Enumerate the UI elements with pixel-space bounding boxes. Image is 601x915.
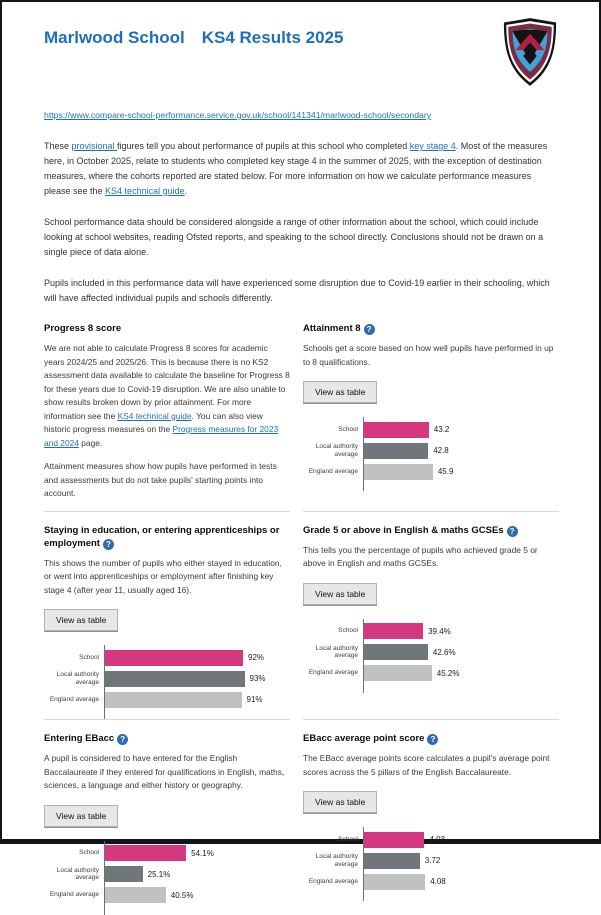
chart-bar <box>364 422 429 438</box>
chart-bar <box>364 443 428 459</box>
chart-category-label: School <box>338 835 358 843</box>
measure-sections <box>44 322 559 915</box>
ks4-technical-guide-link[interactable]: KS4 technical guide <box>105 186 185 196</box>
entering-ebacc-chart <box>44 841 290 915</box>
chart-bar <box>105 845 186 861</box>
intro-text-segment: These <box>44 141 72 151</box>
chart-value-label: 45.9 <box>437 467 454 476</box>
intro-paragraph-1 <box>44 139 559 199</box>
intro-text-segment: figures tell you about performance of pupils at this school who completed <box>117 141 410 151</box>
chart-category-label: School <box>79 849 99 857</box>
section-progress-8 <box>44 322 290 511</box>
progress-measures-2023-2024-link[interactable]: Progress measures for 2023 and 2024 <box>44 424 279 448</box>
chart-bar <box>364 464 433 480</box>
chart-value-label: 25.1% <box>147 869 171 879</box>
section-body: This tells you the percentage of pupils who achieved grade 5 or above in English and maths GCSEs. <box>303 544 538 568</box>
body-text-segment: We are not able to calculate Progress 8 scores for academic years 2024/25 and 2025/26. This is because there is no KS2 assessment data available to calculate the baseline for Progress 8 for these years due to Covid-19 disruption. We are also unable to show results broken down by prior attainment. For more information see the <box>44 343 290 421</box>
school-crest-logo <box>501 16 559 88</box>
source-link[interactable]: https://www.compare-school-performance.service.gov.uk/school/141341/marlwood-school/secondary <box>44 110 432 120</box>
section-ebacc-average-point-score <box>303 719 559 915</box>
key-stage-4-link[interactable]: key stage 4 <box>409 141 456 151</box>
section-body: A pupil is considered to have entered for the English Baccalaureate if they entered for qualifications in English, maths, sciences, a language and either history or geography. <box>44 753 285 790</box>
intro-paragraph-3: Pupils included in this performance data will have experienced some disruption due to Covid-19 earlier in their schooling, which will have affected individual pupils and schools differently. <box>44 278 550 303</box>
chart-category-label: School <box>338 425 358 433</box>
help-icon[interactable]: ? <box>364 324 375 335</box>
chart-bar <box>364 832 424 848</box>
body-text-segment: page. <box>78 437 103 448</box>
chart-value-label: 42.6% <box>432 647 456 657</box>
help-icon[interactable]: ? <box>507 526 518 537</box>
chart-value-label: 43.2 <box>433 425 450 434</box>
section-heading: Attainment 8 ? <box>303 322 559 335</box>
chart-bar <box>105 650 243 666</box>
intro-text-segment: . Most of the measures here, in October 2025, relate to students who completed key stage 4 in the summer of 2025, with the exception of destination measures, where the cohorts reported are stated below. For more information on how we calculate performance measures please see the <box>44 141 548 196</box>
section-entering-ebacc <box>44 719 290 915</box>
provisional-link[interactable]: provisional <box>71 141 118 151</box>
chart-value-label: 45.2% <box>436 668 460 678</box>
chart-value-label: 4.08 <box>430 877 446 886</box>
intro-text-segment: . <box>184 186 188 196</box>
chart-value-label: 54.1% <box>191 848 214 858</box>
chart-category-label: England average <box>49 891 99 899</box>
chart-bar <box>364 644 428 660</box>
section-grade-5-english-maths <box>303 511 559 720</box>
intro-paragraph-2: School performance data should be considered alongside a range of other information about the school, which could include looking at school websites, reading Ofsted reports, and speaking to the school directly. Conclusions should not be drawn on a single piece of data alone. <box>44 217 544 257</box>
chart-category-label: Local authority average <box>315 853 358 868</box>
chart-value-label: 91% <box>246 695 263 704</box>
intro-text <box>44 139 559 306</box>
chart-category-label: England average <box>308 669 358 677</box>
chart-bar <box>105 671 245 687</box>
view-as-table-button[interactable]: View as table <box>303 381 377 403</box>
chart-bar <box>105 692 242 708</box>
body-text-segment: . You can also view historic progress measures on the <box>44 410 263 434</box>
chart-value-label: 92% <box>248 653 265 662</box>
page-title <box>44 28 343 48</box>
chart-category-label: England average <box>49 695 99 703</box>
view-as-table-button[interactable]: View as table <box>44 805 118 827</box>
chart-bar <box>364 665 432 681</box>
section-heading: Grade 5 or above in English & maths GCSEs ? <box>303 524 559 537</box>
page-header <box>44 14 559 88</box>
chart-bar <box>364 874 425 890</box>
grade-5-chart <box>303 619 559 693</box>
attainment-8-chart <box>303 417 559 491</box>
section-body: The EBacc average points score calculates a pupil's average point scores across the 5 pillars of the English Baccalaureate. <box>303 753 550 777</box>
section-heading: Progress 8 score <box>44 323 122 334</box>
section-heading: Entering EBacc ? <box>44 732 290 745</box>
staying-in-education-chart <box>44 645 290 719</box>
chart-value-label: 42.8 <box>433 446 449 455</box>
section-body: Schools get a score based on how well pupils have performed in up to 8 qualifications. <box>303 343 554 367</box>
section-body-2: Attainment measures show how pupils have performed in tests and assessments but do not take pupils' starting points into account. <box>44 461 277 498</box>
help-icon[interactable]: ? <box>117 734 128 745</box>
section-heading: EBacc average point score ? <box>303 732 559 745</box>
ks4-technical-guide-link[interactable]: KS4 technical guide <box>117 410 192 421</box>
section-attainment-8 <box>303 322 559 511</box>
view-as-table-button[interactable]: View as table <box>303 791 377 813</box>
ebacc-aps-chart <box>303 827 559 901</box>
chart-bar <box>364 853 420 869</box>
chart-category-label: England average <box>308 877 358 885</box>
chart-category-label: Local authority average <box>315 443 358 458</box>
view-as-table-button[interactable]: View as table <box>44 609 118 631</box>
chart-bar <box>105 866 143 882</box>
chart-value-label: 93% <box>249 674 266 683</box>
section-body: This shows the number of pupils who either stayed in education, or went into apprenticeships or employment after finishing key stage 4 (after year 11, usually aged 16). <box>44 557 282 595</box>
chart-category-label: England average <box>308 467 358 475</box>
chart-value-label: 3.72 <box>424 856 441 865</box>
chart-category-label: Local authority average <box>56 671 99 686</box>
section-body <box>44 342 290 450</box>
section-staying-in-education <box>44 511 290 720</box>
help-icon[interactable]: ? <box>103 539 114 550</box>
chart-value-label: 4.03 <box>429 835 446 844</box>
school-name: Marlwood School <box>44 28 185 47</box>
section-heading: Staying in education, or entering apprenticeships or employment ? <box>44 524 280 549</box>
chart-value-label: 40.5% <box>170 890 194 900</box>
chart-value-label: 39.4% <box>428 626 451 636</box>
chart-category-label: School <box>338 627 358 635</box>
chart-category-label: School <box>79 653 99 661</box>
chart-category-label: Local authority average <box>315 644 358 659</box>
report-title: KS4 Results 2025 <box>201 28 344 47</box>
view-as-table-button[interactable]: View as table <box>303 583 377 605</box>
help-icon[interactable]: ? <box>427 734 438 745</box>
chart-bar <box>105 887 166 903</box>
chart-bar <box>364 623 423 639</box>
chart-category-label: Local authority average <box>56 866 99 881</box>
